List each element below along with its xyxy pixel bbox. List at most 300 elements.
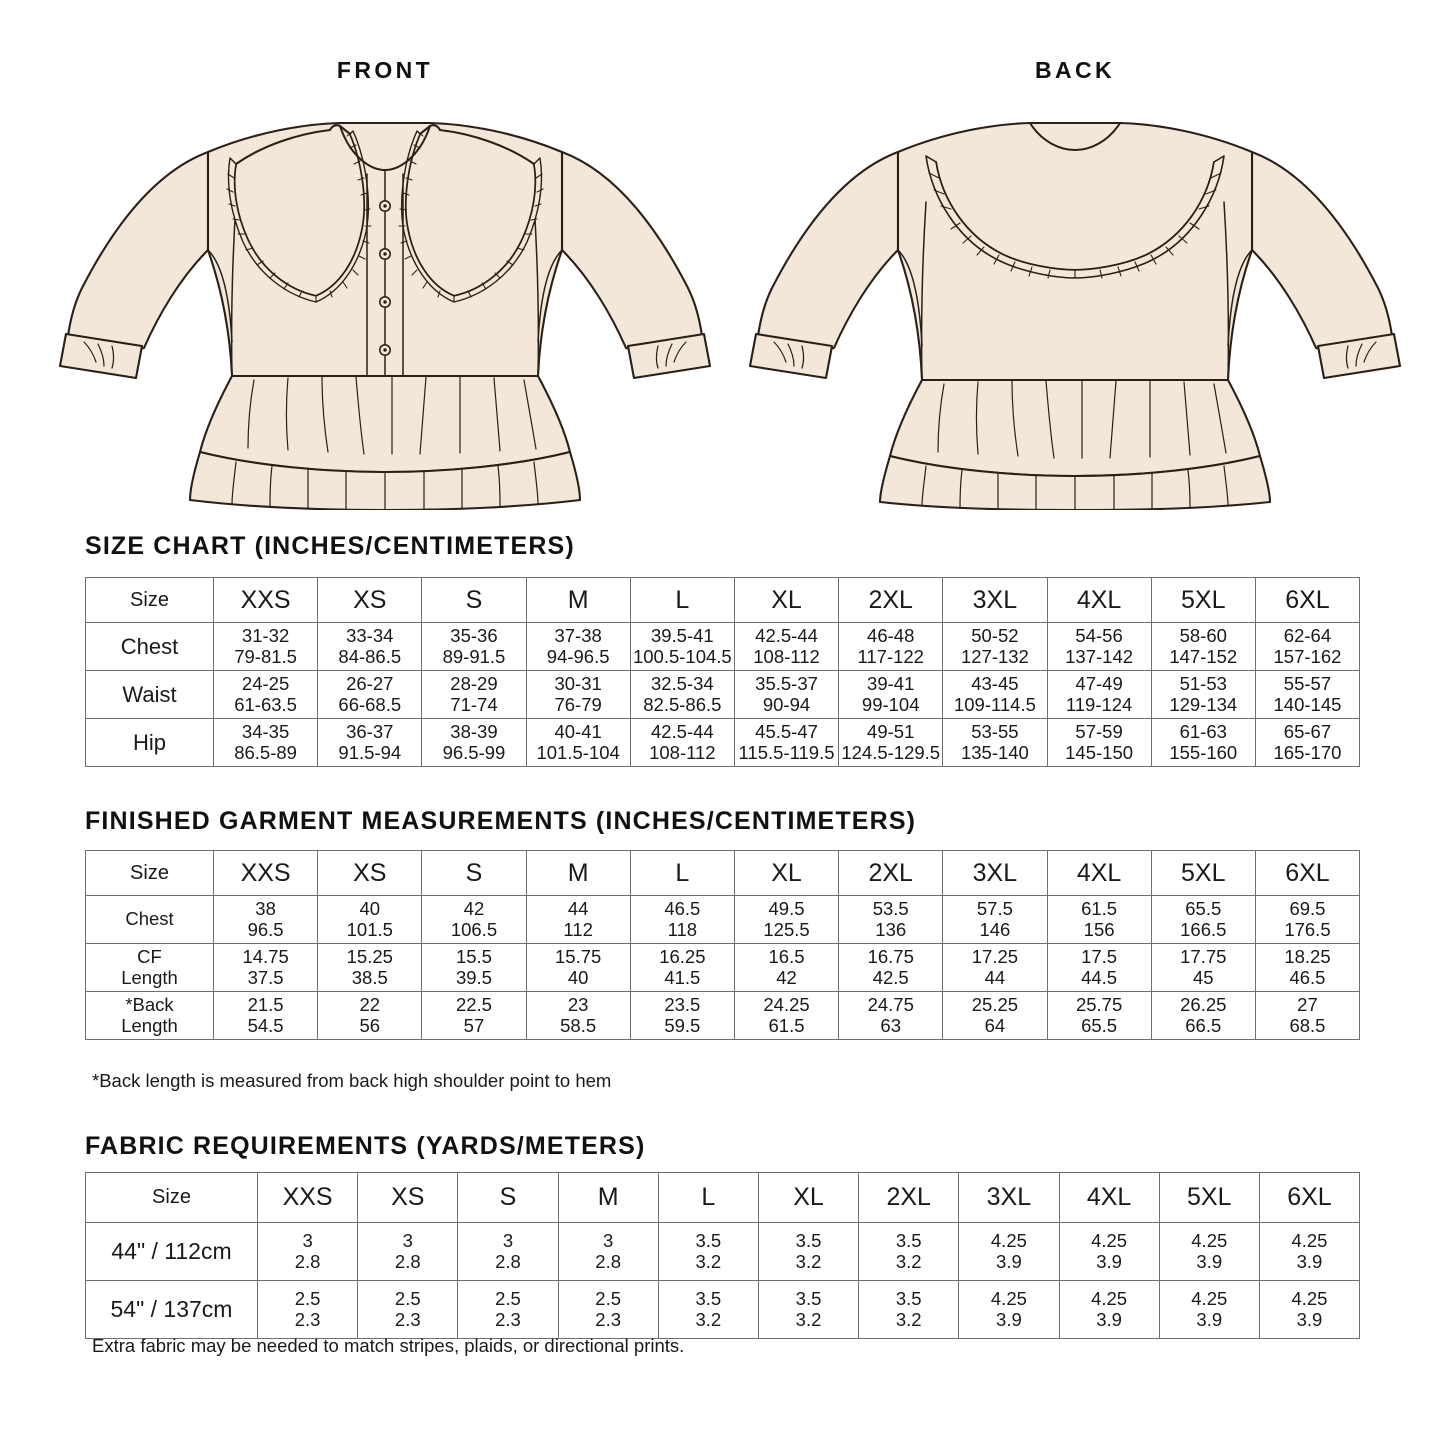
table-cell bbox=[318, 944, 422, 992]
value-cm: 44 bbox=[984, 966, 1006, 988]
value-cm: 137-142 bbox=[1065, 645, 1134, 667]
row-label: Hip bbox=[86, 719, 214, 767]
value-cm: 94-96.5 bbox=[546, 645, 610, 667]
value-cm: 58.5 bbox=[560, 1014, 597, 1036]
value-inches: 28-29 bbox=[450, 672, 498, 694]
value-meters: 3.9 bbox=[1096, 1250, 1122, 1272]
value-cm: 86.5-89 bbox=[234, 741, 297, 763]
finished-garment-table bbox=[85, 850, 1360, 1040]
table-cell bbox=[839, 896, 943, 944]
value-yards: 2.5 bbox=[495, 1287, 521, 1309]
column-header: M bbox=[558, 1173, 658, 1223]
table-cell bbox=[839, 719, 943, 767]
row-label: 54" / 137cm bbox=[86, 1281, 258, 1339]
table-cell bbox=[959, 1223, 1059, 1281]
value-meters: 3.9 bbox=[996, 1250, 1022, 1272]
table-cell bbox=[734, 719, 838, 767]
value-cm: 156 bbox=[1083, 918, 1115, 940]
column-header: 4XL bbox=[1047, 578, 1151, 623]
size-chart-table bbox=[85, 577, 1360, 767]
value-yards: 2.5 bbox=[394, 1287, 421, 1309]
row-label-line1: Chest bbox=[125, 908, 174, 930]
value-yards: 4.25 bbox=[1091, 1287, 1128, 1309]
value-cm: 157-162 bbox=[1273, 645, 1342, 667]
value-inches: 58-60 bbox=[1179, 624, 1227, 646]
value-yards: 3 bbox=[402, 1229, 413, 1251]
value-inches: 23.5 bbox=[664, 993, 701, 1015]
value-inches: 32.5-34 bbox=[650, 672, 714, 694]
value-yards: 3.5 bbox=[795, 1287, 822, 1309]
value-cm: 45 bbox=[1192, 966, 1214, 988]
value-yards: 4.25 bbox=[1091, 1229, 1128, 1251]
table-cell bbox=[943, 944, 1047, 992]
value-inches: 54-56 bbox=[1075, 624, 1123, 646]
value-cm: 71-74 bbox=[450, 693, 498, 715]
value-cm: 40 bbox=[567, 966, 589, 988]
table-cell bbox=[943, 623, 1047, 671]
value-cm: 166.5 bbox=[1180, 918, 1227, 940]
table-cell bbox=[1047, 944, 1151, 992]
column-header: 3XL bbox=[959, 1173, 1059, 1223]
table-cell bbox=[358, 1223, 458, 1281]
value-yards: 4.25 bbox=[1291, 1287, 1328, 1309]
table-cell bbox=[1255, 623, 1359, 671]
table-row bbox=[86, 896, 1360, 944]
column-header: 2XL bbox=[839, 578, 943, 623]
column-header: S bbox=[458, 1173, 558, 1223]
fabric-requirements-table bbox=[85, 1172, 1360, 1339]
table-cell bbox=[630, 944, 734, 992]
value-cm: 127-132 bbox=[960, 645, 1029, 667]
value-cm: 90-94 bbox=[762, 693, 811, 715]
table-cell bbox=[558, 1223, 658, 1281]
value-cm: 82.5-86.5 bbox=[643, 693, 722, 715]
table-cell bbox=[1047, 992, 1151, 1040]
value-inches: 26.25 bbox=[1180, 993, 1227, 1015]
value-cm: 129-134 bbox=[1169, 693, 1238, 715]
table-cell bbox=[422, 623, 526, 671]
table-cell bbox=[959, 1281, 1059, 1339]
column-header: 6XL bbox=[1259, 1173, 1359, 1223]
table-cell bbox=[1047, 671, 1151, 719]
table-cell bbox=[943, 671, 1047, 719]
value-yards: 3.5 bbox=[795, 1229, 822, 1251]
value-inches: 31-32 bbox=[241, 624, 290, 646]
table-cell bbox=[1255, 671, 1359, 719]
column-header: 6XL bbox=[1255, 578, 1359, 623]
size-chart-heading: SIZE CHART (INCHES/CENTIMETERS) bbox=[85, 532, 575, 560]
column-header: L bbox=[630, 851, 734, 896]
value-yards: 3 bbox=[603, 1229, 614, 1251]
value-cm: 176.5 bbox=[1284, 918, 1331, 940]
value-yards: 3.5 bbox=[695, 1229, 722, 1251]
table-cell bbox=[630, 671, 734, 719]
value-cm: 118 bbox=[667, 918, 698, 940]
value-inches: 16.75 bbox=[867, 945, 914, 967]
column-header: XXS bbox=[214, 851, 318, 896]
value-inches: 15.5 bbox=[455, 945, 492, 967]
value-cm: 146 bbox=[979, 918, 1011, 940]
table-row bbox=[86, 944, 1360, 992]
table-cell bbox=[1255, 944, 1359, 992]
value-inches: 21.5 bbox=[247, 993, 284, 1015]
table-cell bbox=[658, 1223, 758, 1281]
column-header: M bbox=[526, 851, 630, 896]
table-row bbox=[86, 992, 1360, 1040]
value-inches: 46.5 bbox=[664, 897, 701, 919]
value-inches: 26-27 bbox=[346, 672, 394, 694]
value-inches: 39-41 bbox=[867, 672, 915, 694]
front-view-title: FRONT bbox=[336, 57, 434, 83]
column-header: 2XL bbox=[859, 1173, 959, 1223]
table-cell bbox=[1255, 992, 1359, 1040]
value-yards: 4.25 bbox=[990, 1229, 1027, 1251]
value-meters: 3.9 bbox=[1196, 1250, 1223, 1272]
value-meters: 3.9 bbox=[996, 1308, 1022, 1330]
table-cell bbox=[526, 944, 630, 992]
value-cm: 99-104 bbox=[861, 693, 920, 715]
column-header: 3XL bbox=[943, 578, 1047, 623]
value-cm: 165-170 bbox=[1273, 741, 1342, 763]
column-header: XXS bbox=[214, 578, 318, 623]
value-inches: 18.25 bbox=[1284, 945, 1331, 967]
value-yards: 3.5 bbox=[895, 1287, 922, 1309]
table-cell bbox=[214, 944, 318, 992]
column-header: 5XL bbox=[1151, 578, 1255, 623]
table-cell bbox=[214, 671, 318, 719]
value-yards: 3.5 bbox=[695, 1287, 722, 1309]
row-label: Waist bbox=[86, 671, 214, 719]
value-yards: 3 bbox=[502, 1229, 514, 1251]
fabric-extra-footnote: Extra fabric may be needed to match stripes, plaids, or directional prints. bbox=[92, 1335, 685, 1356]
row-label-line1: *Back bbox=[125, 993, 174, 1015]
table-cell bbox=[214, 623, 318, 671]
row-label bbox=[86, 896, 214, 944]
value-yards: 4.25 bbox=[1191, 1229, 1228, 1251]
table-cell bbox=[318, 719, 422, 767]
value-inches: 55-57 bbox=[1283, 672, 1332, 694]
value-cm: 41.5 bbox=[664, 966, 701, 988]
value-cm: 63 bbox=[880, 1014, 901, 1036]
value-cm: 108-112 bbox=[649, 741, 716, 763]
table-cell bbox=[318, 992, 422, 1040]
value-cm: 135-140 bbox=[960, 741, 1029, 763]
value-inches: 24-25 bbox=[241, 672, 290, 694]
table-cell bbox=[758, 1281, 858, 1339]
value-meters: 3.2 bbox=[695, 1308, 722, 1330]
table-cell bbox=[734, 623, 838, 671]
row-label: 44" / 112cm bbox=[86, 1223, 258, 1281]
value-cm: 155-160 bbox=[1169, 741, 1238, 763]
table-cell bbox=[734, 671, 838, 719]
table-cell bbox=[526, 671, 630, 719]
value-yards: 3.5 bbox=[895, 1229, 922, 1251]
table-cell bbox=[422, 992, 526, 1040]
value-cm: 42 bbox=[776, 966, 797, 988]
table-cell bbox=[943, 896, 1047, 944]
table-cell bbox=[1047, 719, 1151, 767]
value-cm: 145-150 bbox=[1065, 741, 1134, 763]
table-cell bbox=[458, 1281, 558, 1339]
blouse-back-icon bbox=[730, 90, 1420, 510]
table-cell bbox=[859, 1281, 959, 1339]
table-cell bbox=[734, 992, 838, 1040]
row-label-line2: Length bbox=[121, 966, 178, 988]
table-cell bbox=[526, 623, 630, 671]
table-cell bbox=[943, 992, 1047, 1040]
table-cell bbox=[658, 1281, 758, 1339]
table-cell bbox=[358, 1281, 458, 1339]
value-inches: 24.75 bbox=[867, 993, 914, 1015]
table-cell bbox=[630, 896, 734, 944]
table-header-row bbox=[86, 851, 1360, 896]
value-inches: 61.5 bbox=[1081, 897, 1118, 919]
value-meters: 3.2 bbox=[795, 1250, 822, 1272]
table-cell bbox=[1255, 896, 1359, 944]
value-cm: 66-68.5 bbox=[338, 693, 402, 715]
value-meters: 2.8 bbox=[394, 1250, 421, 1272]
value-meters: 3.2 bbox=[795, 1308, 822, 1330]
table-row bbox=[86, 1223, 1360, 1281]
column-header: 6XL bbox=[1255, 851, 1359, 896]
value-meters: 2.3 bbox=[294, 1308, 321, 1330]
value-inches: 33-34 bbox=[346, 624, 394, 646]
value-inches: 44 bbox=[567, 897, 589, 919]
table-cell bbox=[1159, 1281, 1259, 1339]
table-row bbox=[86, 623, 1360, 671]
value-cm: 65.5 bbox=[1081, 1014, 1118, 1036]
back-length-footnote: *Back length is measured from back high shoulder point to hem bbox=[92, 1070, 612, 1091]
table-header-row bbox=[86, 1173, 1360, 1223]
value-inches: 15.25 bbox=[346, 945, 393, 967]
value-inches: 43-45 bbox=[971, 672, 1019, 694]
table-cell bbox=[1259, 1281, 1359, 1339]
finished-garment-heading: FINISHED GARMENT MEASUREMENTS (INCHES/CENTIMETERS) bbox=[85, 807, 917, 835]
value-cm: 124.5-129.5 bbox=[841, 741, 941, 763]
table-cell bbox=[630, 992, 734, 1040]
value-inches: 16.25 bbox=[659, 945, 706, 967]
column-header: Size bbox=[86, 578, 214, 623]
value-cm: 37.5 bbox=[247, 966, 284, 988]
table-cell bbox=[422, 671, 526, 719]
table-cell bbox=[526, 719, 630, 767]
value-yards: 2.5 bbox=[294, 1287, 321, 1309]
table-cell bbox=[1059, 1281, 1159, 1339]
column-header: L bbox=[630, 578, 734, 623]
table-cell bbox=[1047, 623, 1151, 671]
value-meters: 3.2 bbox=[695, 1250, 722, 1272]
front-view-block bbox=[40, 0, 730, 515]
value-cm: 61.5 bbox=[768, 1014, 805, 1036]
column-header: 5XL bbox=[1151, 851, 1255, 896]
table-cell bbox=[214, 719, 318, 767]
table-cell bbox=[422, 944, 526, 992]
column-header: L bbox=[658, 1173, 758, 1223]
value-cm: 112 bbox=[563, 918, 593, 940]
table-cell bbox=[1151, 944, 1255, 992]
table-cell bbox=[258, 1223, 358, 1281]
column-header: M bbox=[526, 578, 630, 623]
value-cm: 66.5 bbox=[1185, 1014, 1222, 1036]
table-cell bbox=[1151, 719, 1255, 767]
table-cell bbox=[630, 719, 734, 767]
table-row bbox=[86, 719, 1360, 767]
value-inches: 34-35 bbox=[241, 720, 290, 742]
value-meters: 2.3 bbox=[595, 1308, 622, 1330]
value-meters: 3.2 bbox=[895, 1308, 922, 1330]
row-label-line2: Length bbox=[121, 1014, 178, 1036]
value-meters: 2.3 bbox=[495, 1308, 521, 1330]
table-cell bbox=[526, 896, 630, 944]
value-inches: 42.5-44 bbox=[755, 624, 818, 646]
blouse-front-icon bbox=[40, 90, 730, 510]
value-cm: 76-79 bbox=[554, 693, 602, 715]
table-cell bbox=[839, 944, 943, 992]
value-inches: 57.5 bbox=[976, 897, 1013, 919]
value-inches: 57-59 bbox=[1075, 720, 1123, 742]
value-inches: 69.5 bbox=[1289, 897, 1326, 919]
column-header: 3XL bbox=[943, 851, 1047, 896]
value-cm: 61-63.5 bbox=[234, 693, 297, 715]
value-inches: 35.5-37 bbox=[755, 672, 818, 694]
value-inches: 24.25 bbox=[763, 993, 810, 1015]
table-row bbox=[86, 1281, 1360, 1339]
value-meters: 3.9 bbox=[1196, 1308, 1223, 1330]
back-view-title: BACK bbox=[1034, 57, 1116, 83]
value-inches: 27 bbox=[1297, 993, 1318, 1015]
table-cell bbox=[859, 1223, 959, 1281]
value-cm: 147-152 bbox=[1169, 645, 1238, 667]
value-inches: 22.5 bbox=[455, 993, 492, 1015]
row-label bbox=[86, 992, 214, 1040]
table-cell bbox=[1151, 623, 1255, 671]
back-view-block bbox=[730, 0, 1420, 515]
value-cm: 46.5 bbox=[1289, 966, 1326, 988]
value-cm: 108-112 bbox=[753, 645, 820, 667]
table-cell bbox=[839, 623, 943, 671]
value-cm: 91.5-94 bbox=[338, 741, 402, 763]
value-yards: 4.25 bbox=[1191, 1287, 1228, 1309]
value-inches: 37-38 bbox=[554, 624, 602, 646]
column-header: Size bbox=[86, 1173, 258, 1223]
value-inches: 40 bbox=[359, 897, 381, 919]
value-inches: 42 bbox=[463, 897, 485, 919]
value-cm: 84-86.5 bbox=[338, 645, 402, 667]
value-inches: 45.5-47 bbox=[755, 720, 818, 742]
table-cell bbox=[318, 623, 422, 671]
value-inches: 53.5 bbox=[872, 897, 909, 919]
value-cm: 57 bbox=[463, 1014, 485, 1036]
row-label-line1: CF bbox=[137, 945, 162, 967]
value-yards: 4.25 bbox=[990, 1287, 1027, 1309]
table-cell bbox=[1151, 671, 1255, 719]
table-cell bbox=[214, 896, 318, 944]
value-inches: 15.75 bbox=[555, 945, 602, 967]
value-cm: 101.5-104 bbox=[536, 741, 620, 763]
value-inches: 65.5 bbox=[1185, 897, 1222, 919]
value-cm: 39.5 bbox=[455, 966, 492, 988]
value-inches: 62-64 bbox=[1283, 624, 1332, 646]
value-meters: 2.8 bbox=[294, 1250, 321, 1272]
value-inches: 23 bbox=[567, 993, 589, 1015]
value-inches: 17.5 bbox=[1081, 945, 1118, 967]
value-yards: 2.5 bbox=[595, 1287, 622, 1309]
value-inches: 65-67 bbox=[1283, 720, 1332, 742]
table-cell bbox=[1255, 719, 1359, 767]
value-yards: 3 bbox=[302, 1229, 313, 1251]
value-inches: 39.5-41 bbox=[650, 624, 714, 646]
value-cm: 140-145 bbox=[1273, 693, 1342, 715]
value-meters: 2.8 bbox=[495, 1250, 521, 1272]
value-cm: 59.5 bbox=[664, 1014, 701, 1036]
technical-flats bbox=[0, 0, 1445, 515]
column-header: S bbox=[422, 851, 526, 896]
table-cell bbox=[214, 992, 318, 1040]
column-header: Size bbox=[86, 851, 214, 896]
value-cm: 68.5 bbox=[1289, 1014, 1326, 1036]
value-cm: 119-124 bbox=[1065, 693, 1133, 715]
value-cm: 64 bbox=[984, 1014, 1006, 1036]
value-inches: 25.75 bbox=[1075, 993, 1123, 1015]
value-inches: 30-31 bbox=[554, 672, 602, 694]
value-meters: 3.9 bbox=[1296, 1308, 1323, 1330]
column-header: XS bbox=[318, 851, 422, 896]
value-meters: 3.9 bbox=[1096, 1308, 1122, 1330]
column-header: 4XL bbox=[1047, 851, 1151, 896]
table-cell bbox=[526, 992, 630, 1040]
column-header: 5XL bbox=[1159, 1173, 1259, 1223]
table-cell bbox=[1047, 896, 1151, 944]
value-cm: 125.5 bbox=[763, 918, 810, 940]
table-header-row bbox=[86, 578, 1360, 623]
value-inches: 49-51 bbox=[867, 720, 915, 742]
table-cell bbox=[318, 896, 422, 944]
value-meters: 2.3 bbox=[394, 1308, 421, 1330]
value-cm: 106.5 bbox=[450, 918, 498, 940]
value-inches: 14.75 bbox=[242, 945, 289, 967]
column-header: 4XL bbox=[1059, 1173, 1159, 1223]
value-inches: 35-36 bbox=[450, 624, 498, 646]
value-cm: 117-122 bbox=[857, 645, 924, 667]
table-cell bbox=[458, 1223, 558, 1281]
value-cm: 136 bbox=[875, 918, 907, 940]
value-inches: 50-52 bbox=[971, 624, 1019, 646]
table-cell bbox=[422, 896, 526, 944]
row-label bbox=[86, 944, 214, 992]
value-meters: 3.2 bbox=[895, 1250, 922, 1272]
table-cell bbox=[943, 719, 1047, 767]
value-cm: 96.5 bbox=[247, 918, 284, 940]
table-cell bbox=[422, 719, 526, 767]
value-inches: 46-48 bbox=[867, 624, 915, 646]
table-cell bbox=[839, 671, 943, 719]
table-cell bbox=[258, 1281, 358, 1339]
value-inches: 36-37 bbox=[346, 720, 394, 742]
table-cell bbox=[1059, 1223, 1159, 1281]
value-cm: 56 bbox=[359, 1014, 381, 1036]
value-inches: 40-41 bbox=[554, 720, 602, 742]
value-cm: 79-81.5 bbox=[234, 645, 297, 667]
column-header: S bbox=[422, 578, 526, 623]
column-header: XL bbox=[758, 1173, 858, 1223]
value-inches: 51-53 bbox=[1179, 672, 1227, 694]
value-cm: 44.5 bbox=[1081, 966, 1118, 988]
value-meters: 2.8 bbox=[595, 1250, 622, 1272]
table-cell bbox=[758, 1223, 858, 1281]
column-header: XL bbox=[734, 578, 838, 623]
table-row bbox=[86, 671, 1360, 719]
value-inches: 42.5-44 bbox=[650, 720, 714, 742]
